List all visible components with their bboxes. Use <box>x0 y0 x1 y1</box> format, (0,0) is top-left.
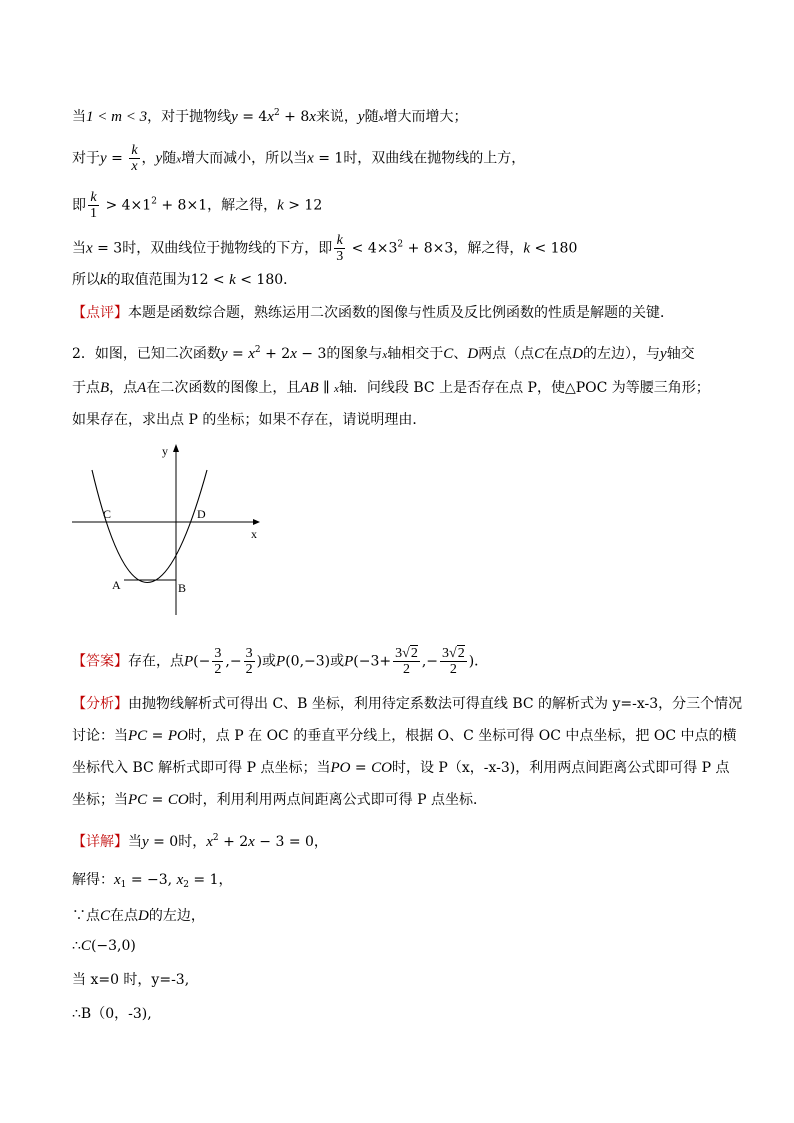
detail-tag: 【详解】 <box>72 834 128 850</box>
detail-line-5: 当 x=0 时，y=-3, <box>72 972 190 988</box>
analysis-line-1: 【分析】由抛物线解析式可得出 C、B 坐标，利用待定系数法可得直线 BC 的解析式为 y=-x-3，分三个情况 <box>72 696 743 712</box>
label-c: C <box>103 507 112 521</box>
analysis-line-2: 讨论：当PC = PO时，点 P 在 OC 的垂直平分线上，根据 O、C 坐标可得 OC 中点坐标，把 OC 中点的横 <box>72 728 737 744</box>
x-axis-arrow <box>253 519 260 525</box>
review-line: 【点评】本题是函数综合题，熟练运用二次函数的图像与性质及反比例函数的性质是解题的关键． <box>72 305 674 321</box>
parabola-figure <box>70 440 270 620</box>
label-d: D <box>197 507 206 521</box>
parabola-curve <box>92 470 207 583</box>
solution-line-2: 对于y = $\frac{k}{x}$ ，y随x增大而减小，所以当x = 1时，双曲线在抛物线的上方， <box>72 143 526 174</box>
detail-line-6: ∴B（0，-3), <box>72 1006 152 1022</box>
solution-line-5: 所以k的取值范围为12 < k < 180． <box>72 272 298 288</box>
detail-line-1: 【详解】当y = 0时，$x^2 + 2x - 3 = 0$， <box>72 833 328 850</box>
detail-line-4: ∴C(−3,0) <box>72 938 136 954</box>
analysis-line-4: 坐标；当PC = CO时，利用利用两点间距离公式即可得 P 点坐标． <box>72 792 487 808</box>
label-b: B <box>178 581 187 595</box>
question-line-1: 2．如图，已知二次函数$y = x^2 + 2x - 3$的图象与x轴相交于C、D两点（点C在点D的左边），与y轴交 <box>72 345 695 362</box>
y-axis-arrow <box>173 444 179 452</box>
question-line-3: 如果存在，求出点 P 的坐标；如果不存在，请说明理由． <box>72 412 427 428</box>
solution-line-1: 当1 < m < 3，对于抛物线$y = 4x^2 + 8x$来说，y随x增大而增大； <box>72 108 468 125</box>
detail-line-3: ∵点C在点D的左边， <box>72 908 205 924</box>
review-tag: 【点评】 <box>72 305 128 321</box>
answer-tag: 【答案】 <box>72 653 128 670</box>
solution-line-3: 即 $\frac{k}{1}$ > $4\times 1^2 + 8\times 1$，解之得，k > 12 <box>72 190 323 221</box>
analysis-tag: 【分析】 <box>72 696 128 712</box>
solution-line-4: 当x = 3时，双曲线位于抛物线的下方，即 $\frac{k}{3}$ < $4\times 3^2 + 8\times 3$，解之得，k < 180 <box>72 233 578 264</box>
analysis-line-3: 坐标代入 BC 解析式即可得 P 点坐标；当PO = CO时，设 P（x，-x-3)，利用两点间距离公式即可得 P 点 <box>72 760 730 776</box>
label-x: x <box>251 527 257 541</box>
question-line-2: 于点B，点A在二次函数的图像上，且AB ∥ x轴．问线段 BC 上是否存在点 P，使△POC 为等腰三角形； <box>72 380 710 396</box>
detail-line-2: 解得：$x_1 = -3$, $x_2 = 1$， <box>72 872 233 890</box>
label-y: y <box>162 444 168 458</box>
answer-line: 【答案】存在，点P(− $\frac{3}{2}$ ,− $\frac{3}{2}$ )或P(0,−3)或P(−3+ $\frac{3√2}{2}$ ,− $\frac{3√2}{2}$ )． <box>72 646 489 677</box>
label-a: A <box>112 578 121 592</box>
